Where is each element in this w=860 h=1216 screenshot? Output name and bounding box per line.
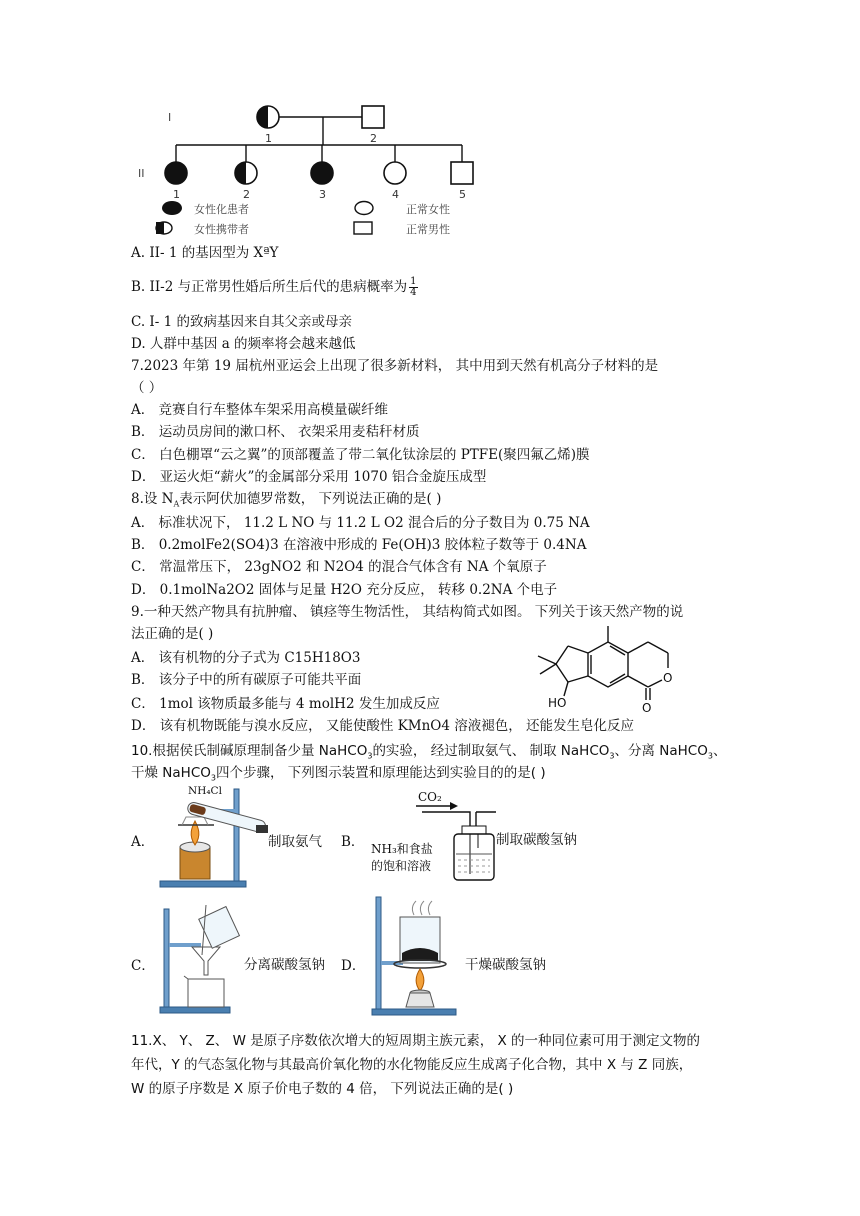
q9-stem: 9.一种天然产物具有抗肿瘤、 镇痉等生物活性， 其结构简式如图。 下列关于该天然产物的说 [131, 604, 684, 620]
q10-caption-a: 制取氨气 [268, 834, 322, 850]
pedigree-individual-II-2 [235, 162, 257, 184]
q10-stem-part: 四个步骤， 下列图示装置和原理能达到实验目的的是( ) [215, 765, 546, 781]
q11-line-1: 11.X、 Y、 Z、 W 是原子序数依次增大的短周期主族元素， X 的一种同位素可用于测定文物的 [131, 1033, 701, 1049]
legend-affected-female: 女性化患者 [194, 203, 249, 216]
q9-structure-carbonyl-o: O [642, 701, 652, 714]
pedigree-individual-II-4 [384, 162, 406, 184]
q7-option-b: B． 运动员房间的漱口杯、 衣架采用麦秸秆材质 [131, 424, 420, 440]
subscript: 3 [210, 773, 216, 783]
pedigree-individual-II-5 [451, 162, 473, 184]
q8-option-c: C． 常温常压下， 23gNO2 和 N2O4 的混合气体含有 NA 个氧原子 [131, 559, 547, 575]
q7-option-d: D． 亚运火炬“薪火”的金属部分采用 1070 铝合金旋压成型 [131, 469, 487, 485]
q6-option-b [131, 277, 418, 298]
q10-apparatus-c [158, 903, 242, 1015]
q10-apparatus-d [370, 895, 462, 1017]
q8-stem-pre: 8.设 N [131, 491, 174, 507]
pedigree-number: 1 [265, 132, 272, 145]
q8-option-b: B． 0.2molFe2(SO4)3 在溶液中形成的 Fe(OH)3 胶体粒子数等于 0.4NA [131, 537, 587, 553]
q10-stem-part: 、分离 NaHCO [614, 743, 708, 759]
q10-solution-label-2: 的饱和溶液 [371, 859, 432, 873]
q10-stem-part: 干燥 NaHCO [131, 765, 211, 781]
q10-co2-label: CO₂ [418, 790, 442, 804]
q10-caption-d: 干燥碳酸氢钠 [465, 957, 546, 973]
pedigree-number: 5 [459, 188, 466, 201]
q10-label-a: A． [131, 834, 155, 850]
q8-option-d: D． 0.1molNa2O2 固体与足量 H2O 充分反应， 转移 0.2NA 个电子 [131, 582, 558, 598]
legend-affected-female-symbol [162, 201, 182, 215]
q10-stem-part: 、 [712, 743, 727, 759]
legend-normal-female: 正常女性 [406, 203, 450, 216]
q7-stem: 7.2023 年第 19 届杭州亚运会上出现了很多新材料， 其中用到天然有机高分子材料的是 [131, 358, 659, 374]
q10-nh4cl-label: NH₄Cl [188, 785, 222, 797]
q6-option-c: C. I- 1 的致病基因来自其父亲或母亲 [131, 314, 352, 330]
q11-line-2: 年代，Y 的气态氢化物与其最高价氧化物的水化物能反应生成离子化合物，其中 X 与 Z 同族， [131, 1057, 693, 1073]
subscript: 3 [609, 751, 615, 761]
q8-stem [131, 489, 441, 515]
q9-structure-formula [528, 622, 688, 714]
q9-option-d: D． 该有机物既能与溴水反应， 又能使酸性 KMnO4 溶液褪色， 还能发生皂化反应 [131, 718, 635, 734]
q9-structure-oxygen: O [663, 671, 673, 685]
q9-option-b: B． 该分子中的所有碳原子可能共平面 [131, 672, 362, 688]
q9-option-a: A． 该有机物的分子式为 C15H18O3 [131, 650, 361, 666]
pedigree-chart [128, 95, 488, 245]
q10-apparatus-a [158, 785, 270, 889]
q8-stem-post: 表示阿伏加德罗常数， 下列说法正确的是( ) [179, 491, 442, 507]
q9-structure-oh: HO [548, 696, 567, 710]
q6-option-b-text: B. II-2 与正常男性婚后所生后代的患病概率为 [131, 279, 408, 295]
legend-normal-male: 正常男性 [406, 223, 450, 236]
legend-carrier-female-symbol [156, 222, 172, 234]
q7-option-c: C． 白色棚罩“云之翼”的顶部覆盖了带二氧化钛涂层的 PTFE(聚四氟乙烯)膜 [131, 447, 590, 463]
legend-normal-male-symbol [354, 222, 372, 234]
pedigree-individual-II-1 [165, 162, 187, 184]
pedigree-individual-I-2 [362, 106, 384, 128]
q10-caption-b: 制取碳酸氢钠 [496, 832, 577, 848]
q9-option-c: C． 1mol 该物质最多能与 4 molH2 发生加成反应 [131, 696, 440, 712]
q10-label-c: C． [131, 958, 155, 974]
q11-line-3: W 的原子序数是 X 原子价电子数的 4 倍， 下列说法正确的是( ) [131, 1081, 514, 1097]
q6-option-d: D. 人群中基因 a 的频率将会越来越低 [131, 336, 356, 352]
q10-solution-label-1: NH₃和食盐 [371, 842, 433, 856]
q10-stem-part: 的实验， 经过制取氨气、 制取 NaHCO [372, 743, 610, 759]
pedigree-number: 4 [392, 188, 399, 201]
subscript: 3 [707, 751, 713, 761]
pedigree-number: 2 [370, 132, 377, 145]
q9-stem-continued: 法正确的是( ) [131, 626, 214, 642]
pedigree-individual-II-3 [311, 162, 333, 184]
generation-label-I: I [168, 111, 172, 124]
q10-label-b: B． [341, 834, 365, 850]
subscript: 3 [367, 751, 373, 761]
legend-normal-female-symbol [355, 202, 373, 215]
q10-caption-c: 分离碳酸氢钠 [244, 957, 325, 973]
legend-carrier-female: 女性携带者 [194, 223, 249, 236]
q8-option-a: A． 标准状况下， 11.2 L NO 与 11.2 L O2 混合后的分子数目为 0.75 NA [131, 515, 590, 531]
q7-option-a: A． 竞赛自行车整体车架采用高模量碳纤维 [131, 402, 389, 418]
pedigree-number: 3 [319, 188, 326, 201]
fraction: $\frac{1}{4}$ [410, 276, 417, 298]
q7-blank: （ ） [131, 380, 163, 396]
q10-label-d: D． [341, 958, 366, 974]
pedigree-number: 2 [243, 188, 250, 201]
q6-option-a: A. II- 1 的基因型为 XªY [131, 245, 279, 261]
pedigree-number: 1 [173, 188, 180, 201]
q10-stem-part: 10.根据侯氏制碱原理制备少量 NaHCO [131, 743, 368, 759]
q8-stem-sub: A [173, 499, 180, 509]
generation-label-II: II [138, 167, 145, 180]
pedigree-individual-I-1 [257, 106, 279, 128]
